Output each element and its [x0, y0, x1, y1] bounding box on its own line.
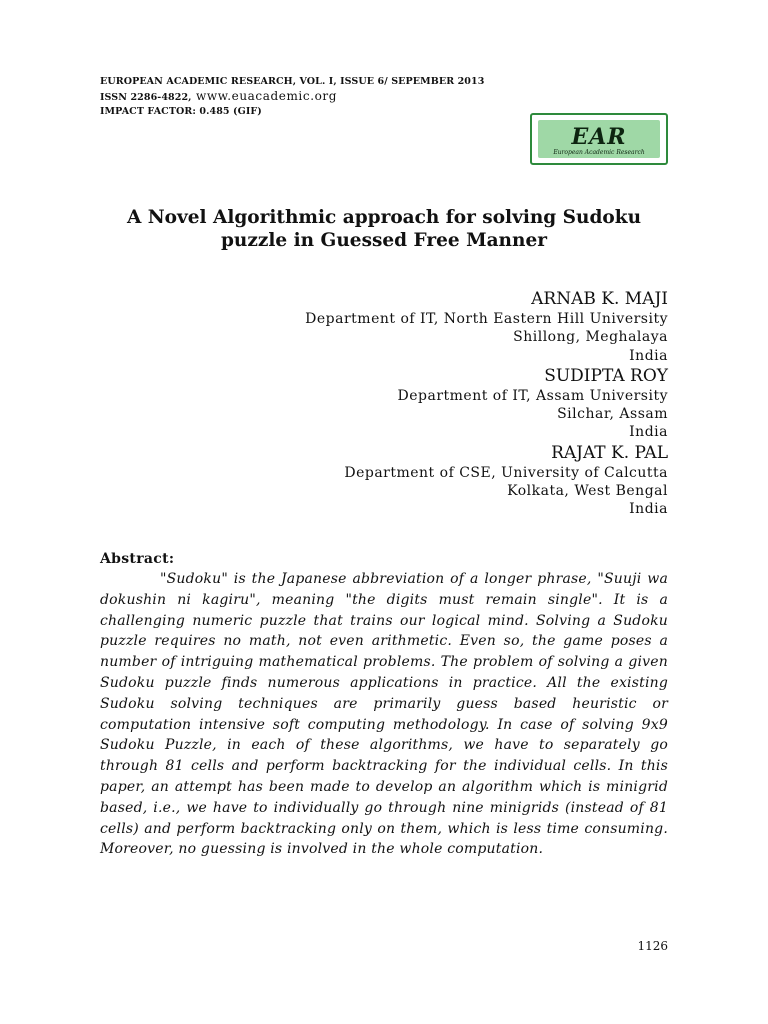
journal-impact-factor: IMPACT FACTOR: 0.485 (GIF): [100, 106, 262, 117]
journal-volume-line: EUROPEAN ACADEMIC RESEARCH, VOL. I, ISSUE 6/ SEPEMBER 2013: [100, 76, 485, 87]
author-affiliation-line: Department of CSE, University of Calcutta: [344, 464, 668, 481]
author-affiliation-line: Shillong, Meghalaya: [513, 329, 668, 346]
author-block: [305, 365, 668, 442]
abstract-heading: Abstract:: [100, 551, 175, 567]
journal-url-link[interactable]: www.euacademic.org: [191, 89, 338, 103]
logo-subtitle: European Academic Research: [553, 149, 645, 156]
journal-logo: [530, 113, 668, 165]
author-block: [305, 288, 668, 365]
paper-title-line: puzzle in Guessed Free Manner: [221, 230, 547, 251]
paper-title: [100, 206, 668, 252]
logo-background: [538, 120, 660, 158]
author-name: RAJAT K. PAL: [551, 442, 668, 463]
journal-issn: ISSN 2286-4822,: [100, 92, 192, 103]
logo-mark: EAR: [571, 124, 627, 150]
abstract-body: "Sudoku" is the Japanese abbreviation of a longer phrase, "Suuji wa dokushin ni kagiru", meaning "the digits must remain single". It is a challenging numeric puzzle that trains our logical mind. Solving a Sudoku puzzle requires no math, not even arithmetic. Even so, the game poses a number of intriguing mathematical problems. The problem of solving a given Sudoku puzzle finds numerous applications in practice. All the existing Sudoku solving techniques are primarily guess based heuristic or computation intensive soft computing methodology. In case of solving 9x9 Sudoku Puzzle, in each of these algorithms, we have to separately go through 81 cells and perform backtracking for the individual cells. In this paper, an attempt has been made to develop an algorithm which is minigrid based, i.e., we have to individually go through nine minigrids (instead of 81 cells) and perform backtracking only on them, which is less time consuming. Moreover, no guessing is involved in the whole computation.: [100, 571, 668, 858]
abstract-section: [100, 549, 668, 860]
author-affiliation-line: Kolkata, West Bengal: [507, 483, 668, 500]
author-affiliation-line: India: [629, 501, 668, 518]
author-affiliation-line: Department of IT, North Eastern Hill University: [305, 311, 668, 327]
author-affiliation-line: India: [629, 347, 668, 364]
author-affiliation-line: Silchar, Assam: [557, 406, 668, 423]
journal-issn-line: [100, 89, 520, 105]
journal-header: [100, 75, 520, 119]
page-number: 1126: [637, 939, 668, 953]
author-affiliation-line: Department of IT, Assam University: [397, 387, 668, 404]
author-name: SUDIPTA ROY: [544, 365, 668, 386]
author-list: [305, 288, 668, 519]
author-block: [305, 442, 668, 519]
paper-title-line: A Novel Algorithmic approach for solving Sudoku: [126, 207, 642, 228]
author-name: ARNAB K. MAJI: [531, 289, 668, 309]
author-affiliation-line: India: [629, 424, 668, 441]
